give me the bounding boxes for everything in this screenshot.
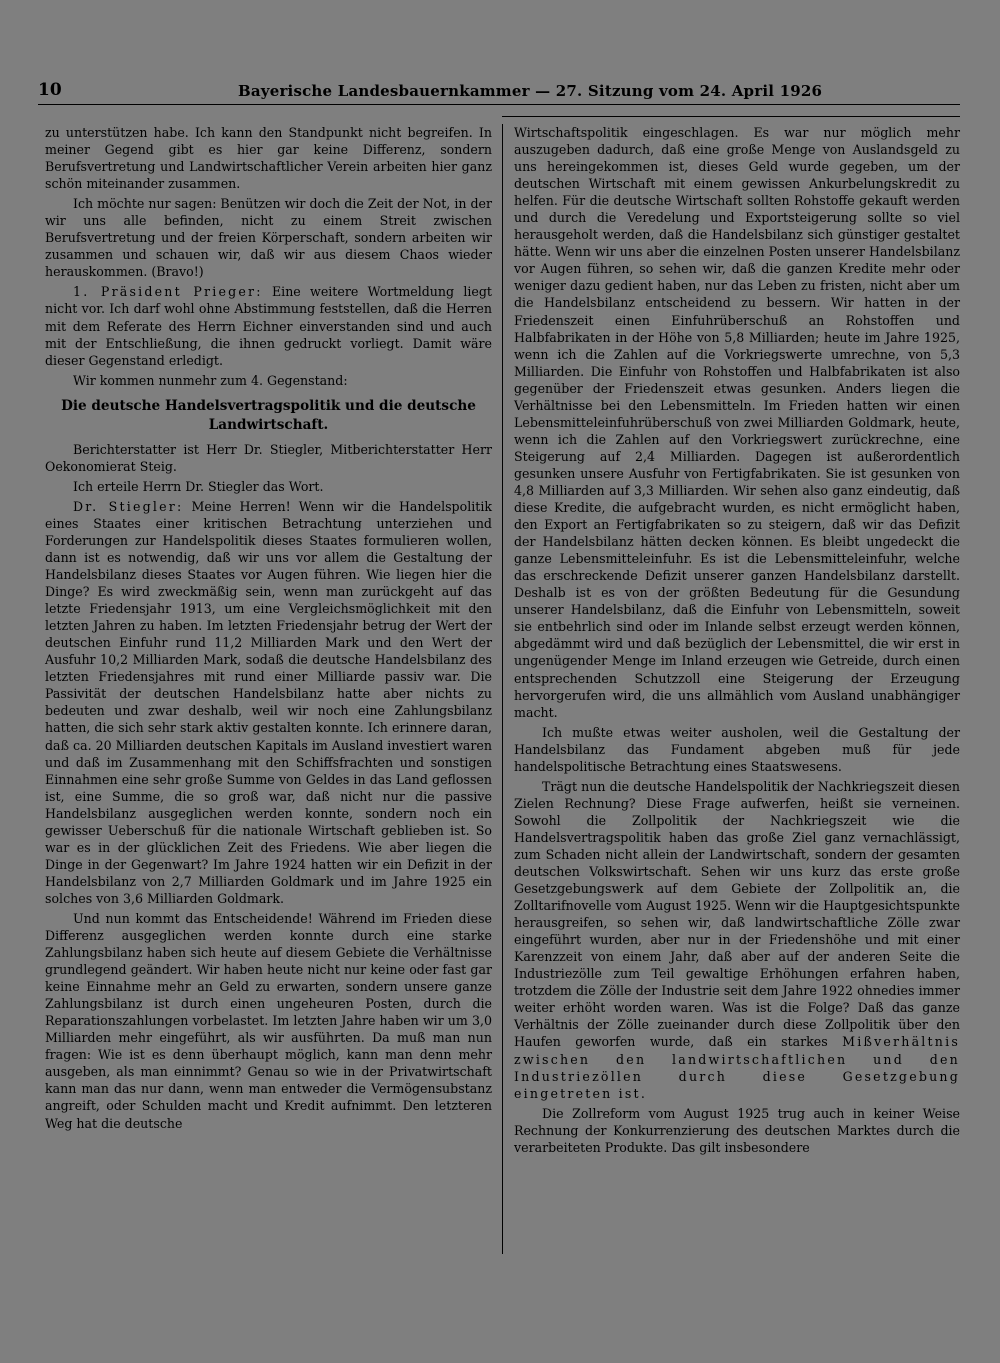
page-number: 10 <box>38 80 62 100</box>
column-divider <box>502 124 503 1254</box>
speaker-name: Dr. Stiegler: <box>73 498 184 514</box>
right-column-top-rule <box>502 116 960 117</box>
emphasized-text: Mißverhältnis zwischen den landwirtschaftlichen und den Industriezöllen durch diese Gesetzgebung eingetreten ist. <box>514 1034 960 1101</box>
paragraph: Berichterstatter ist Herr Dr. Stiegler, Mitberichterstatter Herr Oekonomierat Steig. <box>45 441 492 474</box>
running-title: Bayerische Landesbauernkammer — 27. Sitzung vom 24. April 1926 <box>238 82 823 100</box>
paragraph-text: Trägt nun die deutsche Handelspolitik der Nachkriegszeit diesen Zielen Rechnung? Diese Frage aufwerfen, heißt sie verneinen. Sowohl die Zollpolitik der Nachkriegszeit wie die Handelsvertragspolitik haben das große Ziel ganz vernachlässigt, zum Schaden nicht allein der Landwirtschaft, sondern der gesamten deutschen Volkswirtschaft. Sehen wir uns kurz das erste große Gesetzgebungswerk auf dem Gebiete der Zollpolitik an, die Zolltarifnovelle vom August 1925. Wenn wir die Hauptgesichtspunkte herausgreifen, so sehen wir, daß landwirtschaftliche Zölle zwar eingeführt wurden, aber nur in der Friedenshöhe und mit einer Karenzzeit von einem Jahr, daß aber auf der anderen Seite die Industriezölle zum Teil gewaltige Erhöhungen erfahren haben, trotzdem die Zölle der Industrie seit dem Jahre 1922 ohnedies immer weiter erhöht worden waren. Was ist die Folge? Daß das ganze Verhältnis der Zölle zueinander durch diese Zollpolitik über den Haufen geworfen wurde, daß ein starkes <box>514 778 960 1050</box>
paragraph: Wirtschaftspolitik eingeschlagen. Es war nur möglich mehr auszugeben dadurch, daß eine große Menge von Auslandsgeld zu uns hereingekommen ist, dieses Geld wurde gegeben, um der deutschen Wirtschaft mit einem gewissen Ankurbelungskredit zu helfen. Für die deutsche Wirtschaft sollten Rohstoffe gekauft werden und durch die Veredelung und Exportsteigerung sollte so viel herausgeholt werden, daß die Handelsbilanz sich günstiger gestaltet hätte. Wenn wir uns aber die einzelnen Posten unserer Handelsbilanz vor Augen führen, so sehen wir, daß die ganzen Kredite mehr oder weniger dazu gedient haben, nur das Leben zu fristen, nicht aber um die Handelsbilanz entscheidend zu bessern. Wir hatten in der Friedenszeit einen Einfuhrüberschuß an Rohstoffen und Halbfabrikaten in der Höhe von 5,8 Milliarden; heute im Jahre 1925, wenn ich die Zahlen auf die Vorkriegswerte umrechne, von 5,3 Milliarden. Die Einfuhr von Rohstoffen und Halbfabrikaten ist also gegenüber der Friedenszeit etwas gesunken. Anders liegen die Verhältnisse bei den Lebensmitteln. Im Frieden hatten wir einen Lebensmitteleinfuhrüberschuß von zwei Milliarden Goldmark, heute, wenn ich die Zahlen auf den Vorkriegswert zurückrechne, eine Steigerung auf 2,4 Milliarden. Dagegen ist außerordentlich gesunken unsere Ausfuhr von Fertigfabrikaten. Sie ist gesunken von 4,8 Milliarden auf 3,3 Milliarden. Wir sehen also ganz eindeutig, daß diese Kredite, die aufgebracht wurden, es nicht ermöglicht haben, den Export an Fertigfabrikaten so zu steigern, daß wir das Defizit der Handelsbilanz hätten decken können. Es bleibt ungedeckt die ganze Lebensmitteleinfuhr. Es ist die Lebensmitteleinfuhr, welche das erschreckende Defizit unserer ganzen Handelsbilanz darstellt. Deshalb ist es von der größten Bedeutung für die Gesundung unserer Handelsbilanz, daß die Einfuhr von Lebensmitteln, soweit sie entbehrlich sind oder im Inlande selbst erzeugt werden können, abgedämmt wird und daß bezüglich der Lebensmittel, die wir erst in ungenügender Menge im Inland erzeugen wie Getreide, durch einen entsprechenden Schutzzoll eine Steigerung der Erzeugung hervorgerufen wird, die uns allmählich vom Ausland unabhängiger macht. <box>514 125 960 720</box>
paragraph: zu unterstützen habe. Ich kann den Standpunkt nicht begreifen. In meiner Gegend gibt es hier gar keine Differenz, sondern Berufsvertretung und Landwirtschaftlicher Verein arbeiten hier ganz schön miteinander zusammen. <box>45 125 492 192</box>
paragraph-president-statement <box>45 283 492 368</box>
header-rule <box>38 104 960 105</box>
paragraph <box>514 778 960 1102</box>
paragraph: Die Zollreform vom August 1925 trug auch in keiner Weise Rechnung der Konkurrenzierung des deutschen Marktes durch die verarbeiteten Produkte. Das gilt insbesondere <box>514 1105 960 1155</box>
paragraph: Ich erteile Herrn Dr. Stiegler das Wort. <box>73 478 324 494</box>
paragraph: Ich mußte etwas weiter ausholen, weil die Gestaltung der Handelsbilanz das Fundament abgeben muß für jede handelspolitische Betrachtung eines Staatswesens. <box>514 724 960 774</box>
speech-text: Eine weitere Wortmeldung liegt nicht vor. Ich darf wohl ohne Abstimmung feststellen, daß die Herren mit dem Referate des Herrn Eichner einverstanden sind und auch mit der Entschließung, die ihnen gedruckt vorliegt. Damit wäre dieser Gegenstand erledigt. <box>45 284 492 368</box>
left-column <box>45 124 492 1135</box>
speaker-name: 1. Präsident Prieger: <box>73 284 263 300</box>
page-header <box>38 80 960 106</box>
paragraph-speech <box>45 498 492 907</box>
section-heading: Die deutsche Handelsvertragspolitik und die deutsche Landwirtschaft. <box>61 397 476 433</box>
paragraph: Ich möchte nur sagen: Benützen wir doch die Zeit der Not, in der wir uns alle befinden, nicht zu einem Streit zwischen Berufsvertretung und der freien Körperschaft, sondern arbeiten wir zusammen und schauen wir, daß wir aus diesem Chaos wieder herauskommen. (Bravo!) <box>45 196 492 280</box>
right-column <box>514 124 960 1159</box>
paragraph: Und nun kommt das Entscheidende! Während im Frieden diese Differenz ausgeglichen werden konnte durch eine starke Zahlungsbilanz haben sich heute auf diesem Gebiete die Verhältnisse grundlegend geändert. Wir haben heute nicht nur keine oder fast gar keine Einnahme mehr an Geld zu erwarten, sondern unsere ganze Zahlungsbilanz ist durch einen ungeheuren Posten, durch die Reparationszahlungen vorbelastet. Im letzten Jahre haben wir um 3,0 Milliarden mehr eingeführt, als wir ausführten. Da muß man nun fragen: Wie ist es denn überhaupt möglich, kann man denn mehr ausgeben, als man einnimmt? Genau so wie in der Privatwirtschaft kann man das nur dann, wenn man entweder die Vermögensubstanz angreift, oder Schulden macht und Kredit aufnimmt. Den letzteren Weg hat die deutsche <box>45 910 492 1131</box>
paragraph: Wir kommen nunmehr zum 4. Gegenstand: <box>73 372 348 388</box>
speech-text: Meine Herren! Wenn wir die Handelspolitik eines Staates einer kritischen Betrachtung unterziehen und Forderungen zur Handelspolitik dieses Staates formulieren wollen, dann ist es notwendig, daß wir uns vor allem die Gestaltung der Handelsbilanz dieses Staates vor Augen führen. Wie liegen hier die Dinge? Es wird zweckmäßig sein, wenn man zurückgeht auf das letzte Friedensjahr 1913, um eine Vergleichsmöglichkeit mit den letzten Jahren zu haben. Im letzten Friedensjahr betrug der Wert der deutschen Einfuhr rund 11,2 Milliarden Mark und den Wert der Ausfuhr 10,2 Milliarden Mark, sodaß die deutsche Handelsbilanz des letzten Friedensjahres mit rund einer Milliarde passiv war. Die Passivität der deutschen Handelsbilanz hatte aber nichts zu bedeuten und zwar deshalb, weil wir noch eine Zahlungsbilanz hatten, die sich sehr stark aktiv gestalten konnte. Ich erinnere daran, daß ca. 20 Milliarden deutschen Kapitals im Ausland investiert waren und daß im Zusammenhang mit den Schiffsfrachten und sonstigen Einnahmen eine sehr große Summe von Geldes in das Land geflossen ist, eine Summe, die so groß war, daß nicht nur die passive Handelsbilanz ausgeglichen werden konnte, sondern noch ein gewisser Ueberschuß für die nationale Wirtschaft geblieben ist. So war es in der glücklichen Zeit des Friedens. Wie aber liegen die Dinge in der Gegenwart? Im Jahre 1924 hatten wir ein Defizit in der Handelsbilanz von 2,7 Milliarden Goldmark und im Jahre 1925 ein solches von 3,6 Milliarden Goldmark. <box>45 498 492 906</box>
